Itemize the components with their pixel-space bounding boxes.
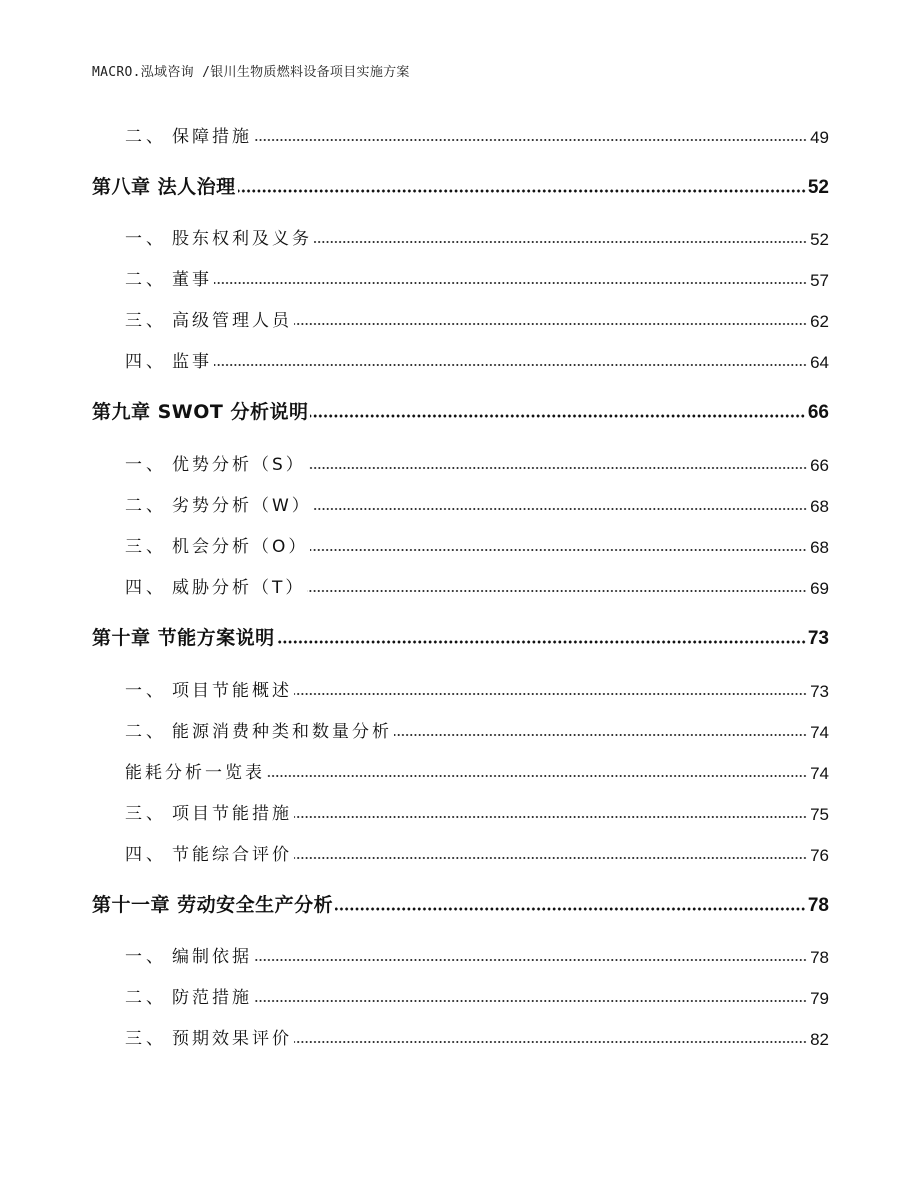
dot-leader <box>394 732 807 738</box>
dot-leader <box>294 691 807 697</box>
toc-entry[interactable] <box>125 946 829 966</box>
toc-entry-number: 一、 <box>125 681 167 701</box>
dot-leader <box>267 773 807 779</box>
toc-entry[interactable] <box>125 844 829 864</box>
dot-leader <box>314 506 807 512</box>
toc-entry[interactable] <box>125 1028 829 1048</box>
toc-entry-page: 69 <box>810 579 829 598</box>
toc-entry-title: 机会分析（O） <box>172 537 309 557</box>
toc-entry[interactable] <box>125 126 829 146</box>
dot-leader <box>335 906 806 912</box>
toc-chapter-title: 第十章 节能方案说明 <box>92 627 275 649</box>
toc-entry[interactable] <box>125 721 829 741</box>
dot-leader <box>294 321 807 327</box>
toc-chapter-title: 第八章 法人治理 <box>92 176 236 198</box>
toc-entry[interactable] <box>125 680 829 700</box>
dot-leader <box>214 280 807 286</box>
toc-entry[interactable] <box>125 351 829 371</box>
toc-entry-page: 66 <box>810 456 829 475</box>
toc-chapter[interactable] <box>92 626 829 648</box>
dot-leader <box>294 814 807 820</box>
toc-entry-title: 项目节能概述 <box>172 681 292 701</box>
toc-entry-number: 三、 <box>125 1029 167 1049</box>
toc-entry-number: 一、 <box>125 229 167 249</box>
dot-leader <box>308 465 807 471</box>
toc-entry-number: 一、 <box>125 455 167 475</box>
toc-entry-title: 节能综合评价 <box>172 845 292 865</box>
page-header: MACRO.泓域咨询 /银川生物质燃料设备项目实施方案 <box>92 65 410 80</box>
toc-chapter-title: 第十一章 劳动安全生产分析 <box>92 894 334 916</box>
toc-entry-number: 一、 <box>125 947 167 967</box>
toc-entry-page: 73 <box>810 682 829 701</box>
toc-entry-title: 防范措施 <box>172 988 252 1008</box>
toc-entry-page: 68 <box>810 497 829 516</box>
toc-entry-page: 52 <box>810 230 829 249</box>
toc-chapter-page: 78 <box>807 895 829 916</box>
toc-entry-title: 威胁分析（T） <box>172 578 306 598</box>
toc-entry[interactable] <box>125 310 829 330</box>
dot-leader <box>310 547 807 553</box>
toc-entry-number: 二、 <box>125 496 167 516</box>
toc-entry-number: 四、 <box>125 352 167 372</box>
toc-entry-number: 三、 <box>125 311 167 331</box>
toc-chapter-page: 66 <box>807 402 829 423</box>
toc-entry-title: 劣势分析（W） <box>172 496 312 516</box>
toc-entry-title: 董事 <box>172 270 212 290</box>
toc-entry-number: 二、 <box>125 270 167 290</box>
toc-chapter[interactable] <box>92 175 829 197</box>
toc-chapter-title: 第九章 SWOT 分析说明 <box>92 401 309 423</box>
toc-entry[interactable] <box>125 228 829 248</box>
toc-entry-number: 三、 <box>125 537 167 557</box>
toc-chapter[interactable] <box>92 400 829 422</box>
toc-entry[interactable] <box>125 577 829 597</box>
toc-entry-number: 三、 <box>125 804 167 824</box>
toc-entry-page: 75 <box>810 805 829 824</box>
toc-entry-number: 二、 <box>125 988 167 1008</box>
toc-entry-title: 高级管理人员 <box>172 311 292 331</box>
dot-leader <box>238 188 806 194</box>
toc-entry-title: 监事 <box>172 352 212 372</box>
dot-leader <box>254 137 807 143</box>
toc-entry-page: 49 <box>810 128 829 147</box>
toc-chapter[interactable] <box>92 893 829 915</box>
toc-chapter-page: 52 <box>807 177 829 198</box>
toc-entry-title: 能耗分析一览表 <box>125 763 265 783</box>
toc-entry-title: 股东权利及义务 <box>172 229 312 249</box>
dot-leader <box>314 239 807 245</box>
toc-entry-title: 预期效果评价 <box>172 1029 292 1049</box>
toc-chapter-page: 73 <box>807 628 829 649</box>
toc-entry-number: 二、 <box>125 722 167 742</box>
toc-entry-title: 保障措施 <box>172 127 252 147</box>
toc-entry-title: 项目节能措施 <box>172 804 292 824</box>
toc-entry[interactable] <box>125 987 829 1007</box>
toc-entry[interactable] <box>125 454 829 474</box>
dot-leader <box>277 639 806 645</box>
toc-entry-page: 62 <box>810 312 829 331</box>
toc-entry-title: 编制依据 <box>172 947 252 967</box>
toc-entry-title: 优势分析（S） <box>172 455 306 475</box>
toc-entry-page: 79 <box>810 989 829 1008</box>
dot-leader <box>307 588 807 594</box>
toc-entry[interactable] <box>125 762 829 782</box>
dot-leader <box>294 855 807 861</box>
dot-leader <box>214 362 807 368</box>
toc-entry-page: 76 <box>810 846 829 865</box>
dot-leader <box>310 413 805 419</box>
toc-entry-page: 74 <box>810 723 829 742</box>
toc-entry[interactable] <box>125 536 829 556</box>
toc-entry-page: 64 <box>810 353 829 372</box>
toc-entry-page: 57 <box>810 271 829 290</box>
toc-entry-page: 78 <box>810 948 829 967</box>
toc-entry-number: 四、 <box>125 578 167 598</box>
toc-entry-page: 68 <box>810 538 829 557</box>
toc-entry[interactable] <box>125 803 829 823</box>
toc-entry-number: 四、 <box>125 845 167 865</box>
dot-leader <box>294 1039 807 1045</box>
dot-leader <box>254 998 807 1004</box>
toc-entry[interactable] <box>125 269 829 289</box>
toc-entry[interactable] <box>125 495 829 515</box>
toc-entry-page: 82 <box>810 1030 829 1049</box>
toc-entry-number: 二、 <box>125 127 167 147</box>
toc-entry-page: 74 <box>810 764 829 783</box>
toc-entry-title: 能源消费种类和数量分析 <box>172 722 392 742</box>
dot-leader <box>254 957 807 963</box>
